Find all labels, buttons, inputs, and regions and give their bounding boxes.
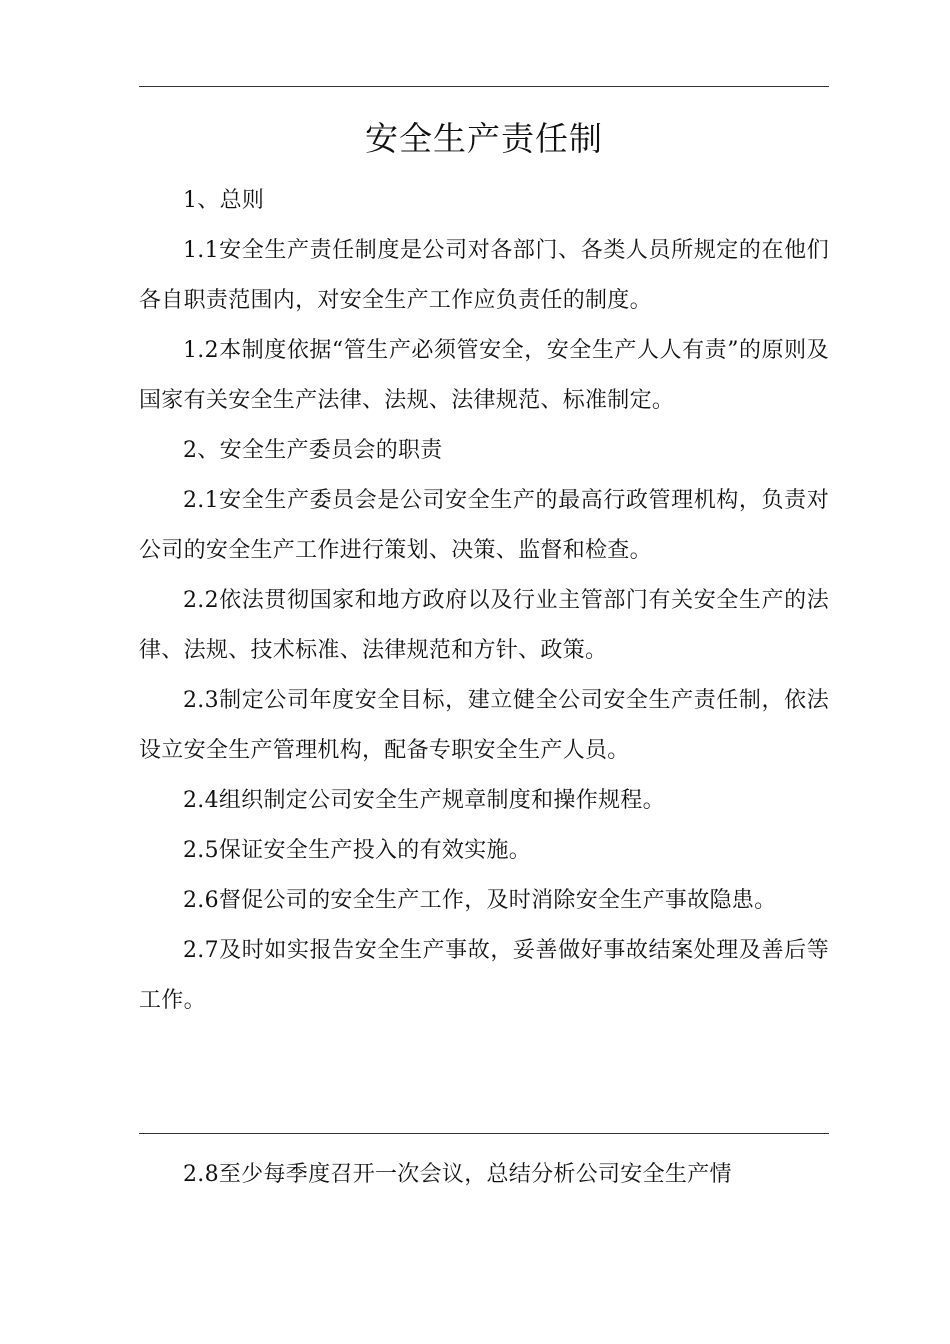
document-title: 安全生产责任制 [365,119,603,158]
paragraph-2-7: 2.7及时如实报告安全生产事故，妥善做好事故结案处理及善后等工作。 [139,938,829,1013]
section-heading-general: 1、总则 [183,188,265,213]
paragraph-2-3: 2.3制定公司年度安全目标，建立健全公司安全生产责任制，依法设立安全生产管理机构，配备专职安全生产人员。 [139,688,829,763]
paragraph-2-6: 2.6督促公司的安全生产工作，及时消除安全生产事故隐患。 [183,888,777,913]
section-heading-committee-duties: 2、安全生产委员会的职责 [183,438,443,463]
paragraph-2-1: 2.1安全生产委员会是公司安全生产的最高行政管理机构，负责对公司的安全生产工作进行策划、决策、监督和检查。 [139,488,829,563]
paragraph-2-8: 2.8至少每季度召开一次会议，总结分析公司安全生产情 [183,1162,732,1187]
paragraph-2-4: 2.4组织制定公司安全生产规章制度和操作规程。 [183,788,665,813]
paragraph-1-1: 1.1安全生产责任制度是公司对各部门、各类人员所规定的在他们各自职责范围内，对安全生产工作应负责任的制度。 [139,238,829,313]
next-page-content [139,1150,829,1200]
paragraph-1-2: 1.2本制度依据“管生产必须管安全，安全生产人人有责”的原则及国家有关安全生产法律、法规、法律规范、标准制定。 [139,338,829,413]
paragraph-2-5: 2.5保证安全生产投入的有效实施。 [183,838,532,863]
top-rule [139,86,829,87]
page-break-rule [139,1133,829,1134]
paragraph-2-2: 2.2依法贯彻国家和地方政府以及行业主管部门有关安全生产的法律、法规、技术标准、法律规范和方针、政策。 [139,588,829,663]
document-body [139,176,829,1026]
